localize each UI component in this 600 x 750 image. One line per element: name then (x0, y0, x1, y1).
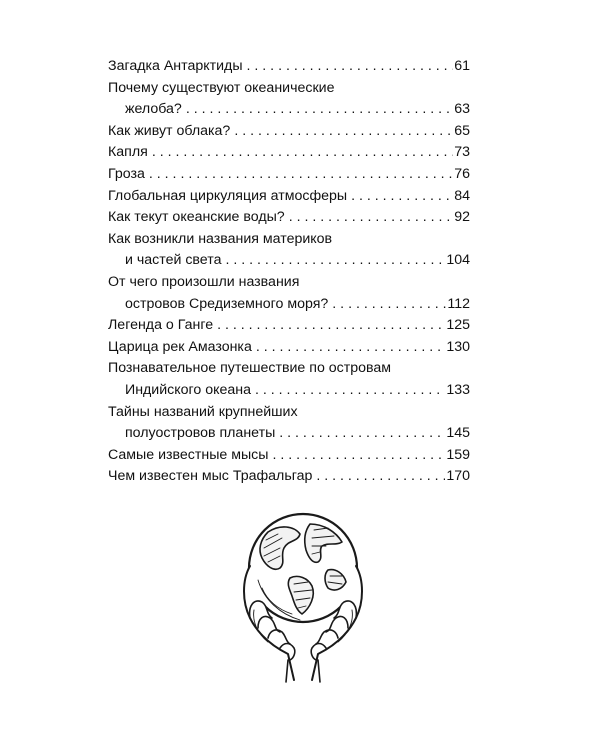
toc-line (108, 272, 470, 294)
toc-title-continued: желоба? (125, 101, 182, 118)
toc-leader-dots (221, 250, 445, 272)
toc-leader-dots (243, 56, 454, 78)
toc-title: От чего произошли названия (108, 273, 300, 290)
toc-title: Чем известен мыс Трафальгар (108, 468, 313, 485)
toc-title: Познавательное путешествие по островам (108, 360, 392, 377)
toc-line (108, 315, 470, 337)
toc-page-number: 125 (446, 317, 470, 334)
toc-page-number: 133 (446, 381, 470, 398)
toc-line (108, 121, 470, 143)
toc-entry-mediterranean-islands[interactable] (108, 272, 470, 315)
toc-title: Самые известные мысы (108, 446, 269, 463)
toc-entry-antarctica[interactable] (108, 56, 470, 78)
toc-leader-dots (275, 423, 445, 445)
toc-line (108, 402, 470, 424)
toc-entry-continent-names[interactable] (108, 229, 470, 272)
toc-page-number: 104 (446, 252, 470, 269)
toc-entry-cape-trafalgar[interactable] (108, 466, 470, 488)
toc-page-number: 61 (454, 58, 470, 74)
toc-entry-ocean-waters[interactable] (108, 207, 470, 229)
toc-entry-indian-ocean-islands[interactable] (108, 358, 470, 401)
toc-line (108, 142, 470, 164)
globe-in-hands-icon (228, 510, 378, 685)
toc-title-continued: Индийского океана (125, 381, 251, 398)
toc-entry-peninsulas[interactable] (108, 402, 470, 445)
toc-entry-clouds[interactable] (108, 121, 470, 143)
toc-entry-famous-capes[interactable] (108, 445, 470, 467)
toc-title: Загадка Антарктиды (108, 58, 243, 74)
toc-title-continued: полуостровов планеты (125, 425, 276, 442)
toc-line-continued (108, 294, 470, 316)
toc-title-continued: и частей света (125, 252, 222, 269)
toc-line (108, 466, 470, 488)
toc-leader-dots (347, 186, 453, 208)
toc-title: Глобальная циркуляция атмосферы (108, 187, 348, 204)
toc-page-number: 76 (454, 165, 470, 182)
toc-line (108, 164, 470, 186)
toc-page-number: 84 (454, 187, 470, 204)
toc-line-continued (108, 99, 470, 121)
toc-title: Капля (108, 144, 148, 161)
table-of-contents (108, 56, 470, 488)
toc-leader-dots (251, 380, 445, 402)
toc-title: Как возникли названия материков (108, 230, 333, 247)
toc-line (108, 207, 470, 229)
toc-entry-thunderstorm[interactable] (108, 164, 470, 186)
toc-leader-dots (312, 466, 445, 488)
toc-line (108, 358, 470, 380)
toc-title: Как текут океанские воды? (108, 209, 285, 226)
toc-leader-dots (268, 445, 445, 467)
toc-leader-dots (252, 337, 445, 359)
toc-page-number: 92 (454, 209, 470, 226)
toc-page-number: 145 (446, 425, 470, 442)
toc-title: Легенда о Ганге (108, 317, 214, 334)
toc-title-continued: островов Средиземного моря? (125, 295, 329, 312)
toc-leader-dots (328, 294, 446, 316)
toc-page-number: 130 (446, 338, 470, 355)
globe-in-hands-illustration (228, 510, 378, 685)
toc-line-continued (108, 423, 470, 445)
toc-page-number: 159 (446, 446, 470, 463)
toc-line (108, 56, 470, 78)
toc-page-number: 63 (454, 101, 470, 118)
toc-entry-drop[interactable] (108, 142, 470, 164)
toc-entry-atmosphere-circulation[interactable] (108, 186, 470, 208)
toc-page-number: 112 (447, 295, 470, 312)
toc-line (108, 78, 470, 100)
toc-leader-dots (213, 315, 445, 337)
toc-page-number: 65 (454, 122, 470, 139)
toc-entry-ocean-trenches[interactable] (108, 78, 470, 121)
toc-title: Почему существуют океанические (108, 79, 335, 96)
toc-title: Царица рек Амазонка (108, 338, 252, 355)
toc-page-number: 170 (446, 468, 470, 485)
toc-line (108, 337, 470, 359)
toc-line-continued (108, 380, 470, 402)
toc-line (108, 186, 470, 208)
toc-line (108, 445, 470, 467)
toc-line-continued (108, 250, 470, 272)
toc-leader-dots (145, 164, 453, 186)
toc-leader-dots (148, 142, 453, 164)
toc-title: Как живут облака? (108, 122, 231, 139)
toc-line (108, 229, 470, 251)
toc-leader-dots (182, 99, 453, 121)
toc-title: Гроза (108, 165, 145, 182)
toc-page-number: 73 (454, 144, 470, 161)
toc-entry-ganges-legend[interactable] (108, 315, 470, 337)
toc-leader-dots (285, 207, 454, 229)
toc-title: Тайны названий крупнейших (108, 403, 298, 420)
toc-entry-amazon[interactable] (108, 337, 470, 359)
toc-leader-dots (230, 121, 453, 143)
